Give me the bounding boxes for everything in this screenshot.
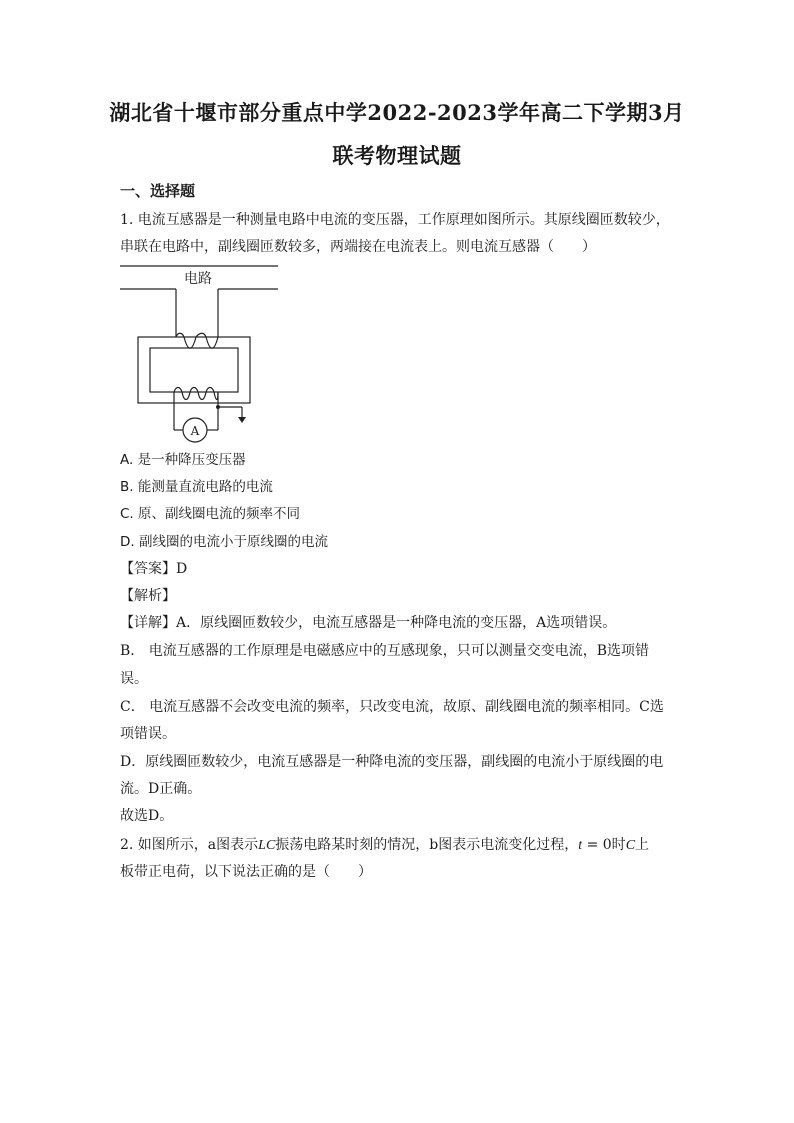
q1-text-line-1: 1. 电流互感器是一种测量电路中电流的变压器，工作原理如图所示。其原线圈匝数较少， [120,212,670,228]
q1-option-b: B. 能测量直流电路的电流 [120,479,273,495]
secondary-coil [174,388,218,400]
title-line-1: 湖北省十堰市部分重点中学2022-2023学年高二下学期3月 [109,100,685,125]
q1-explanation-line: 【详解】A．原线圈匝数较少，电流互感器是一种降电流的变压器，A选项错误。 [120,615,617,631]
iron-core-outer [138,337,250,403]
q1-explanation-line: 故选D。 [120,808,174,824]
q1-explanation-line: C． 电流互感器不会改变电流的频率，只改变电流，故原、副线圈电流的频率相同。C选 [120,699,664,715]
current-transformer-diagram [118,262,288,447]
q1-analysis-heading: 【解析】 [120,588,176,604]
q1-answer: 【答案】D [120,561,188,577]
q2-math-t: t [578,838,583,853]
q1-text-line-2: 串联在电路中，副线圈匝数较多，两端接在电流表上。则电流互感器（ ） [120,239,596,255]
q1-explanation-line: 项错误。 [120,726,176,742]
junction-dot [216,405,220,409]
q2-text-part: = 0时 [582,837,626,853]
q1-option-d: D. 副线圈的电流小于原线圈的电流 [120,534,328,550]
q1-option-a: A. 是一种降压变压器 [120,452,246,468]
q1-explanation-line: 误。 [120,671,148,687]
section-heading: 一、选择题 [120,182,196,200]
circuit-label: 电路 [184,271,212,287]
q2-math-c: C [625,838,636,853]
q1-explanation-line: B． 电流互感器的工作原理是电磁感应中的互感现象，只可以测量交变电流，B选项错 [120,643,650,659]
q2-text-part: 上 [635,837,650,853]
q1-explanation-line: D．原线圈匝数较少，电流互感器是一种降电流的变压器，副线圈的电流小于原线圈的电 [120,754,664,770]
q2-text-part: 振荡电路某时刻的情况，b图表示电流变化过程， [275,837,579,853]
q1-explanation-line: 流。D正确。 [120,781,202,797]
title-line-2: 联考物理试题 [332,143,462,168]
primary-coil [176,333,218,348]
q2-text-line-2: 板带正电荷，以下说法正确的是（ ） [120,864,372,880]
q2-text-line-1 [120,835,680,856]
q2-math-lc: LC [258,838,276,853]
ammeter-label: A [190,424,200,438]
ground-arrow [238,417,246,423]
iron-core-inner [150,348,238,392]
q1-option-c: C. 原、副线圈电流的频率不同 [120,506,301,522]
q2-text-part: 2. 如图所示，a图表示 [120,837,259,853]
